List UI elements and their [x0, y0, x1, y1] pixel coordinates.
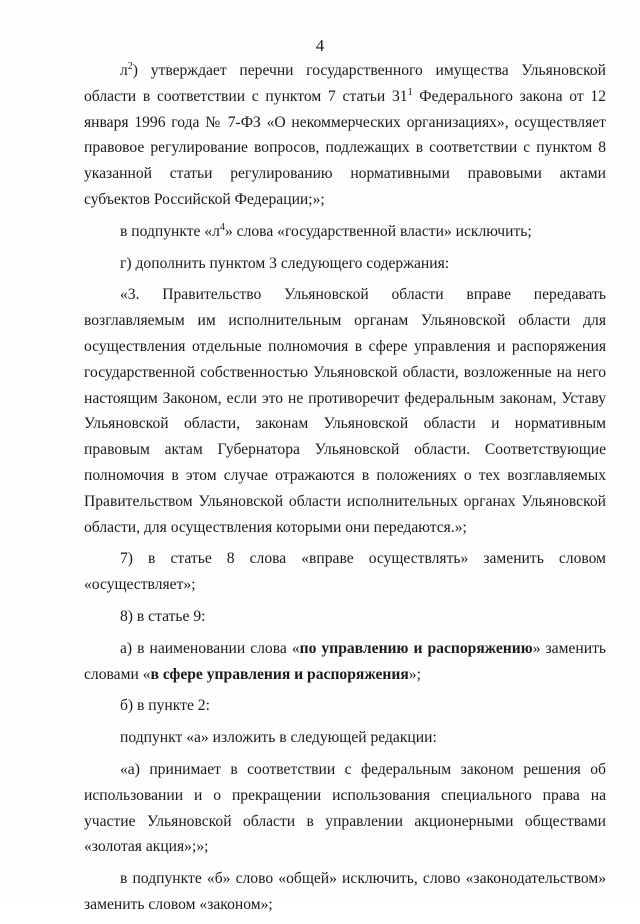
paragraph-text: » слова «государственной власти» исключить;	[224, 222, 532, 240]
paragraph-a	[84, 636, 606, 688]
document-body	[84, 58, 606, 924]
page-number: 4	[315, 36, 325, 55]
paragraph-subpoint-b: в подпункте «б» слово «общей» исключить, слово «законодательством» заменить словом «законом»;	[84, 870, 606, 913]
paragraph-text: а) в наименовании слова «	[120, 639, 300, 657]
paragraph-subpoint-a: подпункт «а» изложить в следующей редакции:	[120, 729, 437, 747]
paragraph-quote-a: «а) принимает в соответствии с федеральным законом решения об использовании и о прекращении использования специального права на участие Ульяновской области в управлении акционерными обществами «золотая акция»;»;	[84, 760, 606, 856]
paragraph-text: л	[120, 62, 128, 79]
paragraph-text: » заменить словами «	[84, 639, 606, 683]
paragraph-text: ) утверждает перечни государственного имущества Ульяновской области в соответствии с пунктом 7 статьи 31	[84, 62, 606, 105]
paragraph-8: 8) в статье 9:	[120, 607, 206, 625]
paragraph-text: »;	[408, 665, 421, 683]
paragraph-g: г) дополнить пунктом 3 следующего содержания:	[120, 254, 450, 272]
paragraph-l2	[84, 58, 606, 213]
paragraph-b: б) в пункте 2:	[120, 697, 210, 715]
superscript: 2	[127, 61, 133, 72]
superscript: 1	[407, 86, 413, 98]
paragraph-text: в подпункте «л	[120, 222, 220, 240]
bold-text: в сфере управления и распоряжения	[150, 665, 409, 683]
paragraph-l4	[84, 219, 606, 245]
paragraph-7: 7) в статье 8 слова «вправе осуществлять» заменить словом «осуществляет»;	[84, 550, 606, 594]
paragraph-text: Федерального закона от 12 января 1996 года № 7-ФЗ «О некоммерческих организациях», осуществляет правовое регулирование вопросов, подлежащих в соответствии с пунктом 8 указанной статьи регулированию нормативными правовыми актами субъектов Российской Федерации;»;	[84, 87, 606, 208]
superscript: 4	[219, 221, 225, 233]
paragraph-point-3: «3. Правительство Ульяновской области вправе передавать возглавляемым им исполнительным органам Ульяновской области для осуществления отдельные полномочия в сфере управления и распоряжения государственной собственностью Ульяновской области, возложенные на него настоящим Законом, если это не противоречит федеральным законам, Уставу Ульяновской области, законам Ульяновской области и нормативным правовым актам Губернатора Ульяновской области. Соответствующие полномочия в этом случае отражаются в положениях о тех возглавляемых Правительством Ульяновской области исполнительных органах Ульяновской области, для осуществления которыми они передаются.»;	[84, 286, 606, 536]
bold-text: по управлению и распоряжению	[299, 639, 533, 657]
